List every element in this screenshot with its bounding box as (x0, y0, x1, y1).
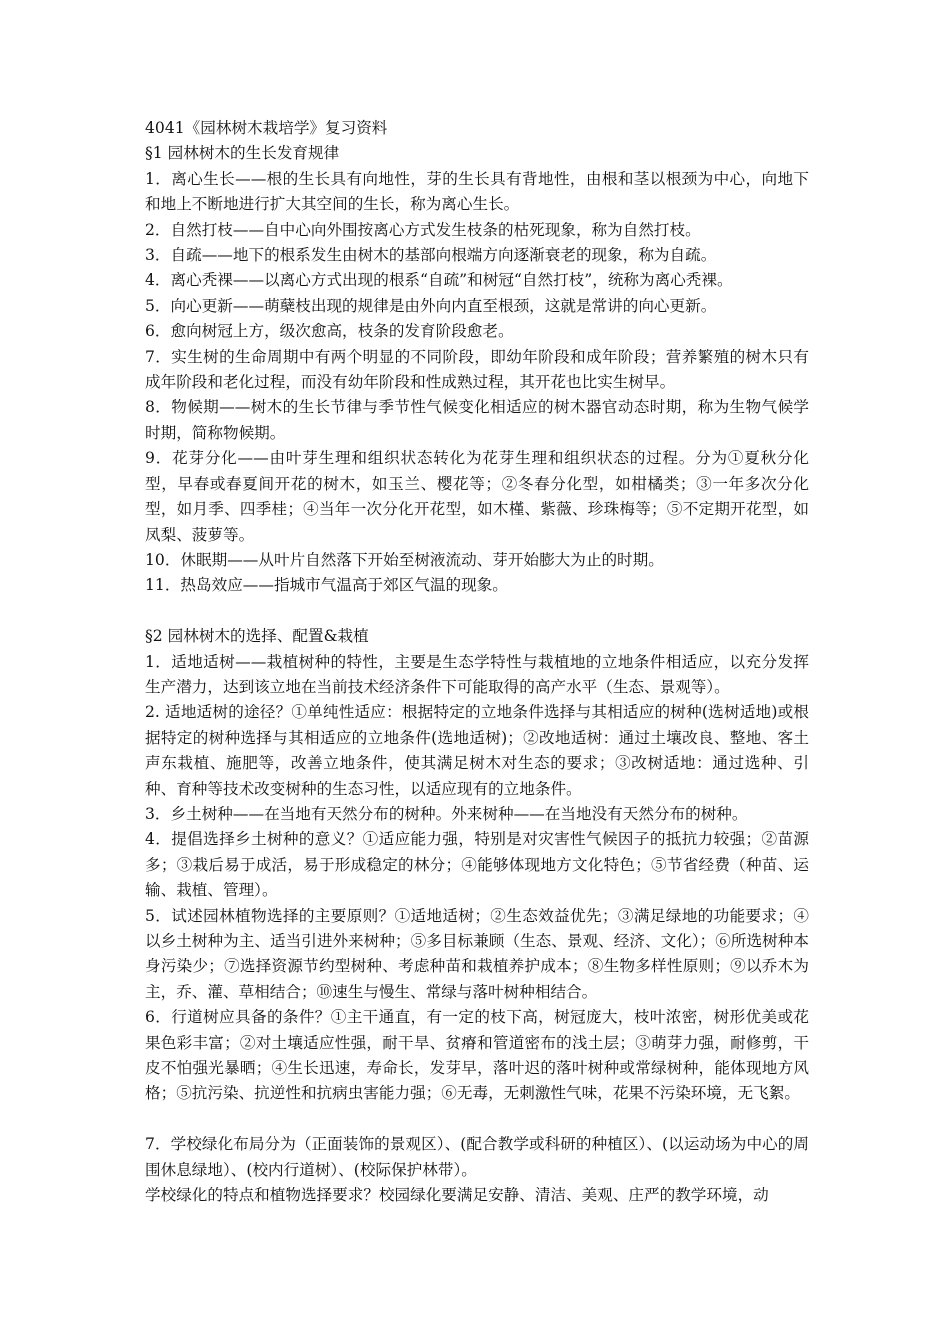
section-1-item-10: 10．休眠期——从叶片自然落下开始至树液流动、芽开始膨大为止的时期。 (145, 550, 664, 569)
section-1-item-3: 3．自疏——地下的根系发生由树木的基部向根端方向逐渐衰老的现象，称为自疏。 (145, 246, 717, 265)
section-1-item-4: 4．离心秃裸——以离心方式出现的根系“自疏”和树冠“自然打枝”，统称为离心秃裸。 (145, 271, 733, 290)
section-2-item-5: 5．试述园林植物选择的主要原则？①适地适树；②生态效益优先；③满足绿地的功能要求；④以乡土树种为主、适当引进外来树种；⑤多目标兼顾（生态、景观、经济、文化）；⑥所选树种本身污染少；⑦选择资源节约型树种、考虑种苗和栽植养护成本；⑧生物多样性原则；⑨以乔木为主，乔、灌、草相结合；⑩速生与慢生、常绿与落叶树种相结合。 (145, 906, 809, 1001)
section-1-item-1: 1．离心生长——根的生长具有向地性，芽的生长具有背地性，由根和茎以根颈为中心，向地下和地上不断地进行扩大其空间的生长，称为离心生长。 (145, 169, 809, 214)
section-2-item-2: 2. 适地适树的途径？①单纯性适应：根据特定的立地条件选择与其相适应的树种(选树适地)或根据特定的树种选择与其相适应的立地条件(选地适树)；②改地适树：通过土壤改良、整地、客土声东栽植、施肥等，改善立地条件，使其满足树木对生态的要求；③改树适地：通过选种、引种、育种等技术改变树种的生态习性，以适应现有的立地条件。 (145, 703, 809, 798)
section-3-item-7: 7．学校绿化布局分为（正面装饰的景观区）、(配合教学或科研的种植区）、(以运动场为中心的周围休息绿地）、(校内行道树）、(校际保护林带）。 (145, 1135, 809, 1179)
section-1-item-7: 7．实生树的生命周期中有两个明显的不同阶段，即幼年阶段和成年阶段；营养繁殖的树木只有成年阶段和老化过程，而没有幼年阶段和性成熟过程，其开花也比实生树早。 (145, 347, 809, 392)
section-2-item-1: 1．适地适树——栽植树种的特性，主要是生态学特性与栽植地的立地条件相适应，以充分发挥生产潜力，达到该立地在当前技术经济条件下可能取得的高产水平（生态、景观等）。 (145, 652, 809, 696)
section-1-item-5: 5．向心更新——萌蘖枝出现的规律是由外向内直至根颈，这就是常讲的向心更新。 (145, 296, 717, 315)
section-3-paragraph: 学校绿化的特点和植物选择要求？校园绿化要满足安静、清洁、美观、庄严的教学环境，动 (145, 1186, 769, 1205)
blank-line (145, 1107, 809, 1132)
section-1-item-9: 9．花芽分化——由叶芽生理和组织状态转化为花芽生理和组织状态的过程。分为①夏秋分化型，早春或春夏间开花的树木，如玉兰、樱花等；②冬春分化型，如柑橘类；③一年多次分化型，如月季、四季桂；④当年一次分化开花型，如木槿、紫薇、珍珠梅等；⑤不定期开花型，如凤梨、菠萝等。 (145, 449, 809, 544)
section-2-heading: §2 园林树木的选择、配置&栽植 (145, 627, 369, 646)
document-title: 4041《园林树木栽培学》复习资料 (145, 119, 388, 137)
section-1-heading: §1 园林树木的生长发育规律 (145, 144, 340, 163)
section-2-item-6: 6．行道树应具备的条件？①主干通直，有一定的枝下高，树冠庞大，枝叶浓密，树形优美或花果色彩丰富；②对土壤适应性强，耐干旱、贫瘠和管道密布的浅土层；③萌芽力强，耐修剪，干皮不怕强光暴晒；④生长迅速，寿命长，发芽早，落叶迟的落叶树种或常绿树种，能体现地方风格；⑤抗污染、抗逆性和抗病虫害能力强；⑥无毒，无刺激性气味，花果不污染环境，无飞絮。 (145, 1008, 809, 1103)
section-2-item-4: 4．提倡选择乡土树种的意义？①适应能力强，特别是对灾害性气候因子的抵抗力较强；②苗源多；③栽后易于成活，易于形成稳定的林分；④能够体现地方文化特色；⑤节省经费（种苗、运输、栽植、管理）。 (145, 830, 809, 900)
section-1-item-2: 2．自然打枝——自中心向外围按离心方式发生枝条的枯死现象，称为自然打枝。 (145, 220, 701, 239)
section-1-item-6: 6．愈向树冠上方，级次愈高，枝条的发育阶段愈老。 (145, 322, 514, 341)
blank-line (145, 599, 809, 624)
section-1-item-11: 11．热岛效应——指城市气温高于郊区气温的现象。 (145, 576, 508, 595)
section-2-item-3: 3．乡土树种——在当地有天然分布的树种。外来树种——在当地没有天然分布的树种。 (145, 804, 748, 823)
document-page (145, 116, 809, 1208)
section-1-item-8: 8．物候期——树木的生长节律与季节性气候变化相适应的树木器官动态时期，称为生物气候学时期，简称物候期。 (145, 398, 809, 442)
